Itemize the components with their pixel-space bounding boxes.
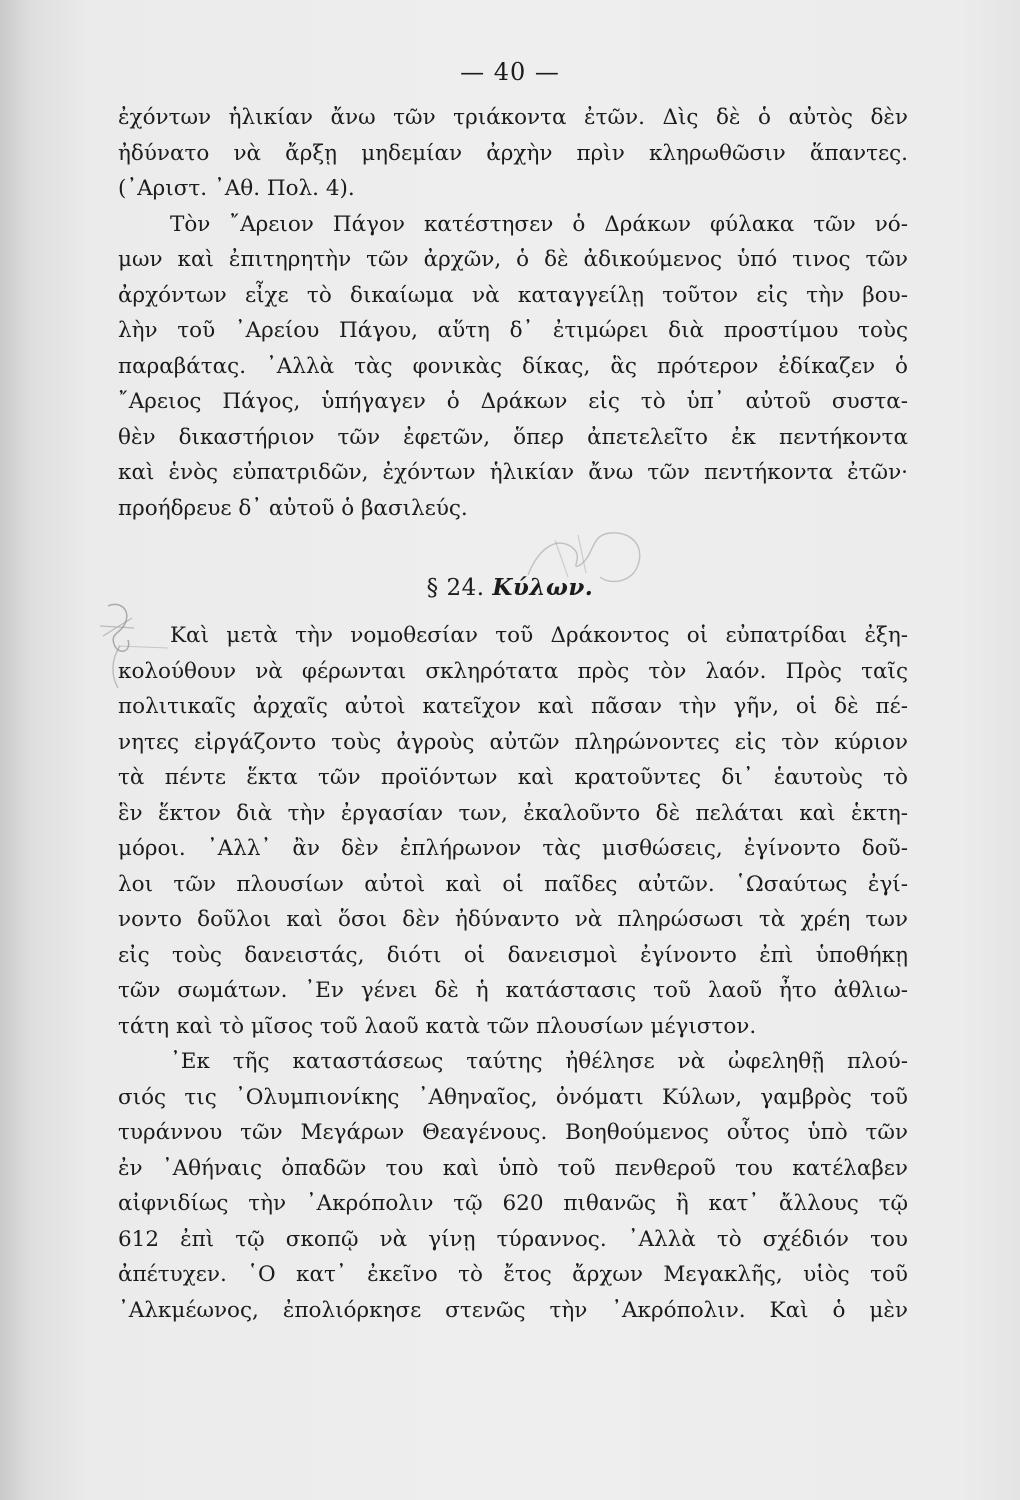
- text-line: καὶ ἑνὸς εὐπατριδῶν, ἐχόντων ἡλικίαν ἄνω τῶν πεντήκοντα ἐτῶν·: [118, 460, 908, 485]
- paragraph-start-line: ᾽Εκ τῆς καταστάσεως ταύτης ἠθέλησε νὰ ὠφεληθῇ πλού-: [170, 1049, 908, 1074]
- text-line: ἠδύνατο νὰ ἄρξῃ μηδεμίαν ἀρχὴν πρὶν κληρωθῶσιν ἅπαντες.: [118, 140, 908, 166]
- text-line: μόροι. ᾽Αλλ᾽ ἂν δὲν ἐπλήρωνον τὰς μισθώσεις, ἐγίνοντο δοῦ-: [118, 836, 908, 861]
- text-line: τῶν σωμάτων. ᾽Εν γένει δὲ ἡ κατάστασις τοῦ λαοῦ ἦτο ἀθλιω-: [118, 978, 908, 1003]
- text-line: ῎Αρειος Πάγος, ὑπήγαγεν ὁ Δράκων εἰς τὸ ὑπ᾽ αὐτοῦ συστα-: [118, 389, 908, 414]
- text-line: λὴν τοῦ ᾽Αρείου Πάγου, αὕτη δ᾽ ἐτιμώρει διὰ προστίμου τοὺς: [118, 318, 908, 343]
- text-line: τάτη καὶ τὸ μῖσος τοῦ λαοῦ κατὰ τῶν πλουσίων μέγιστον.: [118, 1013, 757, 1039]
- text-line: ἓν ἕκτον διὰ τὴν ἐργασίαν των, ἐκαλοῦντο δὲ πελάται καὶ ἑκτη-: [118, 800, 908, 826]
- text-line: 612 ἐπὶ τῷ σκοπῷ νὰ γίνῃ τύραννος. ᾽Αλλὰ τὸ σχέδιόν του: [118, 1226, 908, 1252]
- paragraph-start-line: Τὸν ῎Αρειον Πάγον κατέστησεν ὁ Δράκων φύλακα τῶν νό-: [170, 211, 908, 237]
- text-line: μων καὶ ἐπιτηρητὴν τῶν ἀρχῶν, ὁ δὲ ἀδικούμενος ὑπό τινος τῶν: [118, 247, 908, 272]
- text-line: θὲν δικαστήριον τῶν ἐφετῶν, ὅπερ ἀπετελεῖτο ἐκ πεντήκοντα: [118, 424, 908, 450]
- section-title: Κύλων.: [492, 574, 594, 601]
- text-block-main: [118, 618, 908, 1328]
- text-line: λοι τῶν πλουσίων αὐτοὶ καὶ οἱ παῖδες αὐτῶν. ῾Ωσαύτως ἐγί-: [118, 871, 908, 897]
- text-line: αἰφνιδίως τὴν ᾽Ακρόπολιν τῷ 620 πιθανῶς ἢ κατ᾽ ἄλλους τῷ: [118, 1191, 908, 1216]
- text-line: ᾽Αλκμέωνος, ἐπολιόρκησε στενῶς τὴν ᾽Ακρόπολιν. Καὶ ὁ μὲν: [118, 1297, 908, 1323]
- text-line: προήδρευε δ᾽ αὐτοῦ ὁ βασιλεύς.: [118, 495, 468, 521]
- text-line: νοντο δοῦλοι καὶ ὅσοι δὲν ἠδύναντο νὰ πληρώσωσι τὰ χρέη των: [118, 907, 908, 932]
- section-symbol: § 24.: [426, 575, 485, 601]
- section-heading: [0, 574, 1020, 601]
- text-line: τὰ πέντε ἕκτα τῶν προϊόντων καὶ κρατοῦντες δι᾽ ἑαυτοὺς τὸ: [118, 765, 908, 790]
- text-line: τυράννου τῶν Μεγάρων Θεαγένους. Βοηθούμενος οὗτος ὑπὸ τῶν: [118, 1120, 908, 1145]
- text-line: ἀρχόντων εἶχε τὸ δικαίωμα νὰ καταγγείλῃ τοῦτον εἰς τὴν βου-: [118, 282, 908, 308]
- text-line: ἐν ᾽Αθήναις ὀπαδῶν του καὶ ὑπὸ τοῦ πενθεροῦ του κατέλαβεν: [118, 1155, 908, 1181]
- text-line: κολούθουν νὰ φέρωνται σκληρότατα πρὸς τὸν λαόν. Πρὸς ταῖς: [118, 658, 908, 684]
- text-line: παραβάτας. ᾽Αλλὰ τὰς φονικὰς δίκας, ἃς πρότερον ἐδίκαζεν ὁ: [118, 353, 908, 379]
- text-block-top: [118, 100, 908, 526]
- text-line: πολιτικαῖς ἀρχαῖς αὐτοὶ κατεῖχον καὶ πᾶσαν τὴν γῆν, οἱ δὲ πέ-: [118, 694, 908, 719]
- text-line: (᾽Αριστ. ᾽Αθ. Πολ. 4).: [118, 176, 355, 201]
- text-line: ἀπέτυχεν. ῾Ο κατ᾽ ἐκεῖνο τὸ ἔτος ἄρχων Μεγακλῆς, υἱὸς τοῦ: [118, 1262, 908, 1287]
- text-line: σιός τις ᾽Ολυμπιονίκης ᾽Αθηναῖος, ὀνόματι Κύλων, γαμβρὸς τοῦ: [118, 1084, 908, 1110]
- page-number: — 40 —: [460, 58, 560, 86]
- text-line: ἐχόντων ἡλικίαν ἄνω τῶν τριάκοντα ἐτῶν. Δὶς δὲ ὁ αὐτὸς δὲν: [118, 105, 908, 130]
- text-line: εἰς τοὺς δανειστάς, διότι οἱ δανεισμοὶ ἐγίνοντο ἐπὶ ὑποθήκῃ: [118, 942, 908, 968]
- text-line: νητες εἰργάζοντο τοὺς ἀγροὺς αὐτῶν πληρώνοντες εἰς τὸν κύριον: [118, 729, 908, 755]
- paragraph-start-line: Καὶ μετὰ τὴν νομοθεσίαν τοῦ Δράκοντος οἱ εὐπατρίδαι ἐξη-: [170, 623, 908, 648]
